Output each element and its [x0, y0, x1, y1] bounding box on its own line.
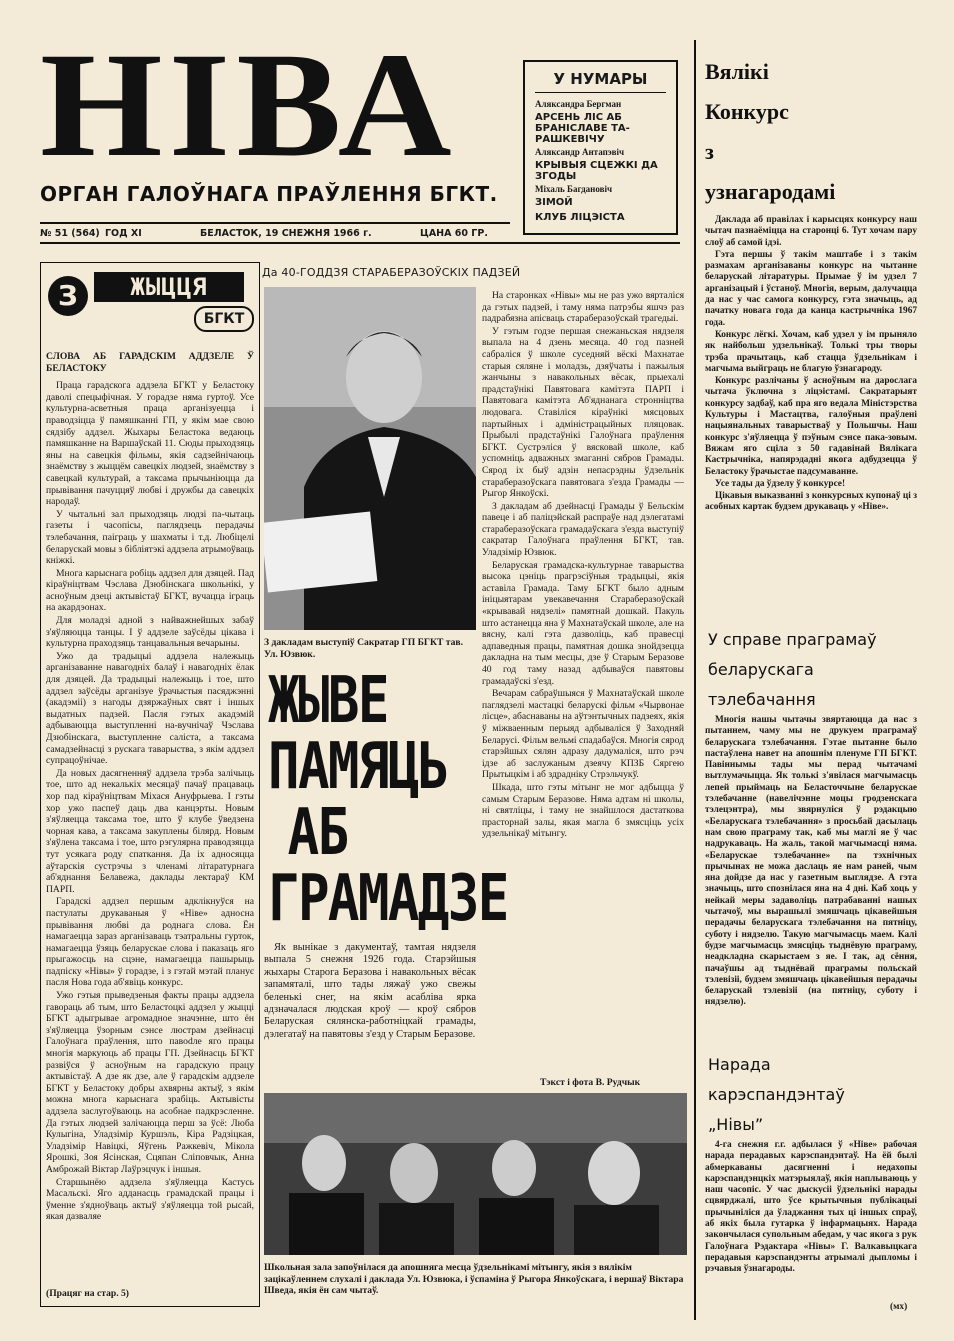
center-paragraph: У гэтым годзе першая снежаньская нядзеля выпала на 4 дзень месяца. 40 год пазней сабраліся ў школе суседняй вёскі Махнатае старыя сяляне і моладзь, дзяўчаты і пажылыя жанчыны з навакольных вёсак, прыехалі прадстаўнікі Павятовага камітэта ПАРП і Павятовага камітэта Аб'яднанага стронніцтва людовага. Ставіліся кіраўнікі мясцовых партыйных і адміністрацыйных пляцовак. Прыбылі прадстаўнікі Галоўнага праўлення БГКТ. Сустрэліся ў вясковай школе, каб успомніць адважных змаганні сябров Грамады. Сярод іх быў адзін непасрэдны ўдзельнік стараберазоўскага павятовага з'езда Грамады — Рыгор Янкоўскі.	[482, 325, 684, 500]
contents-title: ЗІМОЙ	[535, 197, 573, 208]
tv-paragraph: Многія нашы чытачы звяртаюцца да нас з пытаннем, чаму мы не друкуем праграмаў беларускага тэлебачання. Гэтае пытанне было пастаўлена навет на апошнім пленуме ГП БГКТ. Павіннымы тады мы перад чытачамі вытлумачыцца. Як толькі з'явілася магчымасць лепей прыймаць на Беласточчыне беларускае тэлебачанне (навелічэнне моцы гродзенскага тэлецэнтра), мы звярнуліся ў рэдакцыю «Беларускага тэлебачання» з просьбай дасылаць нам свою праграму так, каб мы маглі яе ў час надрукаваць. На жаль, такой магчымасці няма. «Беларускае тэлебачанне» па тэхнічных прычынах не можа даслаць яе нам раней, чым яна дойдзе да нас у газетным выглядзе. А гэта значыць, што спознілася яна на 4 дні. Каб хоць у нейкай меры задаволіць патрабаванні нашых чытачоў, мы вырашылі змяшчаць цікавейшыя перадачы беларускага тэлебачання на пятніцу, суботу і нядзелю. Такую магчымасць маем. Калі будзе магчымасць змясціць тыднёвую праграму, неадкладна скарыстаем з яе. І так, ад сёння, пачаўшы ад тыднёвай праграмы польскай тэлевізіі, будзем змяшчаць цікавейшыя перадачы беларускай тэлевізіі (на пятніцу, суботу і нядзелю).	[705, 715, 917, 1008]
audience-photo-image	[264, 1093, 687, 1255]
intro-paragraph	[264, 942, 476, 1062]
intro-text: Як вынікае з дакументаў, тамтая нядзеля выпала 5 снежня 1926 года. Старэйшыя жыхары Старога Беразова і навакольных вёсак запамяталі, што тады ляжаў ужо свежы беленькі снег, на якім асабліва ярка адзначалася людская кроў — кроў сябров Беларуская сялянска-работніцкай грамады, дэлегатаў на павятовы з'езд у Старым Беразове.	[264, 942, 476, 1040]
contest-heading-line: Вялікі	[705, 59, 769, 84]
contest-paragraph: Гэта першы ў такім маштабе і з такім размахам арганізаваны конкурс на чытанне беларускай літаратуры. Прымае ў ім удзел 7 арганізацый і ўстаноў. Многія, верым, далучацца да нас у час самога конкурсу, гэта значыць, ад пачатку новага года да канца кастрычніка 1967 года.	[705, 249, 917, 328]
headline-line: АБ	[287, 796, 348, 870]
left-paragraph: Многа карыснага робіць аддзел для дзяцей. Пад кіраўніцтвам Чэслава Дзюбінскага школьнікі, у асноўным дзеці актывістаў БГКТ, вучацца іграць на акардэонах.	[46, 567, 254, 614]
issue-price: ЦАНА 60 ГР.	[420, 228, 488, 239]
conference-heading-line: Нарада	[708, 1055, 771, 1074]
contents-author: Аляксандра Бергман	[535, 99, 622, 109]
contest-paragraph: Конкурс лёгкі. Хочам, каб удзел у ім прыняло як найбольш удзельнікаў. Толькі тры творы трэба прачытаць, каб стацца ўдзельнікам і магчыма выйграць не благую ўзнагароду.	[705, 329, 917, 374]
tv-heading-line: тэлебачання	[708, 690, 816, 709]
tv-heading-line: У справе праграмаў	[708, 630, 877, 649]
center-paragraph: Беларуская грамадска-культурнае таварыства высока цэніць прагрэсіўныя традыцыі, якія аставіла Грамада. Таму БГКТ было адным ініцыятарам увекавечання Стараберазоўскай «крывавай нядзелі» памятнай дошкай. Пакуль што астанецца яна ў Махнатаўскай школе, але на вясну, калі гэта дазволіць, каб правесці адпаведныя працы, памятная дошка знойдзецца дакладна на тым месцы, дзе ў Старым Беразове 40 год таму назад адбываўся павятовы грамадаўскі з'езд.	[482, 559, 684, 687]
badge-org: БГКТ	[194, 306, 254, 332]
center-paragraph: З дакладам аб дзейнасці Грамады ў Бельскім павеце і аб паліцэйскай распраўе над дэлегатамі стараберазоўскага грамадаўскага з'езда выступіў сакратар Галоўнага праўлення БГКТ, тав. Уладзімір Юзвюк.	[482, 500, 684, 559]
masthead-subtitle: ОРГАН ГАЛОЎНАГА ПРАЎЛЕННЯ БГКТ.	[40, 182, 498, 206]
center-paragraph: Вечарам сабраўшыяся ў Махнатаўскай школе паглядзелі мастацкі беларускі фільм «Чырвонае лісце», абаснаваны на аўтэнтычных падзеях, якія ў міжваенным перыяд адбываліся ў Заходняй Беларусі. Фільм вельмі спадабаўся. Многія сярод старэйшых сялян адразу дадумаліся, што рэч ідзе аб заслужаным дзеячу КПЗБ Сяргею Прытыцкім і аб здрадніку Стрэльчукў.	[482, 688, 684, 781]
left-paragraph: Для моладзі адной з найважнейшых забаў з'яўляюцца танцы. І ў аддзеле заўсёды цікава і культурна праходзяць танцавальныя вечарыны.	[46, 615, 254, 650]
tv-heading-line: беларускага	[708, 660, 814, 679]
speaker-photo-image	[264, 287, 476, 630]
contest-paragraph: Конкурс разлічаны ў асноўным на дарослага чытача ўключна з ліцэістамі. Сакратарыят конкурсу задбаў, каб пра яго ведала Міністэрства Культуры і Мастацтва, галоўныя праўлені нацыянальных таварыстваў у Польшчы. Наш конкурс з'яўляецца ў пэўным сэнсе пака-зовым. Вяжам яго сціла з 50 гадавінай Вялікага Кастрычніка, напярэдадні якога адбудзецца ў Беластоку ўрачыстае падсумаванне.	[705, 376, 917, 477]
audience-photo	[264, 1093, 687, 1255]
main-headline	[268, 664, 514, 936]
left-paragraph: Ужо да традыцыі аддзела належыць арганізаванне навагодніх балаў і навагодніх ёлак для дзяцей. Да традыцыі належыць і тое, што аддзел заўсёды арганізуе ўрачыстыя пасяджэнні (акадэміі) з нагоды дзяржаўных свят і іншых выдатных падзей. Пасля гэтых акадэмій адбываюцца выступленні на-вучнічаў Чэслава Дзюбінскага, выступленне саліста, а таксама самадзейнасці з рускага таварыства, з якім аддзел супрацоўнічае.	[46, 650, 254, 767]
contents-title: АРСЕНЬ ЛІС АБ БРАНІСЛАВЕ ТА-РАШКЕВІЧУ	[535, 112, 630, 145]
conference-article	[705, 1140, 917, 1300]
audience-photo-caption: Школьная зала запоўнілася да апошняга месца ўдзельнікамі мітынгу, якія з вялікім зацікаўленнем слухалі і даклада Ул. Юзвюка, і ўспаміна ў Рыгора Янкоўскага, і вершаў Віктара Шведа, якія ён сам чытаў.	[264, 1262, 684, 1296]
tv-article	[705, 715, 917, 1030]
contest-heading	[705, 52, 835, 212]
badge-circle: З	[48, 276, 88, 316]
contest-paragraph: Усе тады да ўдзелу ў конкурсе!	[715, 478, 846, 489]
conference-paragraph: 4-га снежня г.г. адбылася ў «Ніве» рабочая нарада перадавых карэспандэнтаў. На ёй былі абмеркаваны дасягненні і недахопы карэспандэнцкіх матэрыялаў, якія наплываюць у наш часопіс. У час дыскусіі ўдзельнікі нарады сцвярджалі, што ўсе крытычныя публікацыі прычыніліся да ўладжання тых ці іншых спраў, аб якіх была гутарка ў інфармацыях. Нарада закончылася супольным абедам, у час якога з рук Галоўнага Рэдактара «Нівы» Г. Валкавыцкага перадавыя карэспандэнты атрымалі дыпломы і рэчавыя ўзнагароды.	[705, 1140, 917, 1275]
speaker-photo	[264, 287, 476, 630]
article-kicker: Да 40-ГОДДЗЯ СТАРАБЕРАЗОЎСКІХ ПАДЗЕЙ	[262, 266, 521, 279]
contest-heading-line: узнагародамі	[705, 179, 836, 204]
conference-heading	[708, 1050, 845, 1140]
conference-heading-line: „Нівы”	[708, 1115, 764, 1134]
contents-author: Міхаль Багдановіч	[535, 184, 613, 194]
issue-place-date: БЕЛАСТОК, 19 СНЕЖНЯ 1966 г.	[200, 228, 372, 239]
life-badge	[46, 270, 252, 340]
credit-line: Тэкст і фота В. Рудчык	[540, 1077, 641, 1088]
left-paragraph: Старшынёю аддзела з'яўляецца Кастусь Масальскі. Яго адданасць грамадскай працы і ўменне з'ядноўваць актыў з'яўляецца той рысай, якая дазваляе	[46, 1176, 254, 1223]
contest-heading-line: Конкурс	[705, 99, 789, 124]
masthead-rule	[40, 222, 510, 224]
contents-box	[523, 60, 678, 235]
left-paragraph: Да новых дасягненняў аддзела трэба залічыць тое, што ад некалькіх месяцаў пачаў працаваць хор пад кіраўніцтвам Міхася Ануфрыева. І гэты хор ужо паспеў даць два канцэрты. Новым з'яўляецца таксама тое, што ў клубе ўведзена чорная кава, а таксама закуплены білярд. Новым з'яўлена таксама і тое, што рэгулярна праводзяцца тут усякага роду спаткання. Да іх адносяцца аўтарскія сустрэчы з членамі літаратурнага аб'яднання Белавежа, даклады лектараў КМ ПАРП.	[46, 767, 254, 895]
headline-line: ГРАМАДЗЕ	[268, 862, 508, 936]
left-article	[46, 347, 254, 1282]
contents-author: Аляксандр Антапэвіч	[535, 147, 625, 157]
header-rule	[40, 242, 680, 244]
left-paragraph: У чытальні зал прыходзяць людзі па-чытаць газеты і часопісы, паглядзець перадачы тэлебачання, паіграць у шахматы і т.д. Любіцелі беларускай мовы з бібліятэкі аддзела атрымоўваць кніжкі.	[46, 508, 254, 567]
badge-word: ЖЫЦЦЯ	[94, 272, 244, 302]
center-article	[482, 290, 684, 1090]
issue-year: ГОД XI	[105, 228, 142, 239]
right-column-rule	[694, 40, 696, 1320]
center-paragraph: На старонках «Нівы» мы не раз ужо вярталіся да гэтых падзей, і таму няма патрэбы яшчэ раз падрабязна апісваць стараберазоўскай трагедыі.	[482, 290, 684, 325]
contents-heading: У НУМАРЫ	[535, 70, 666, 93]
contest-heading-line: з	[705, 139, 714, 164]
headline-line: ПАМЯЦЬ	[268, 730, 448, 804]
left-paragraph: Гарадскі аддзел першым адклікнуўся на пастулаты друкаваныя ў «Ніве» адносна прывівання любві да роднага слова. Ён намагаецца зараз арганізаваць тэатральны гурток, намагаецца ўзяць беларускае слова і паказаць яго прыгажосць на сцэне, намагаецца пашырыць падпіску «Нівы» ў горадзе, і з гэтай мэтай планує пасля Нова года аб'явіць конкурс.	[46, 896, 254, 989]
contest-paragraph: Цікавыя выказванні з конкурсных купонаў ці з асобных картак будзем друкаваць у «Ніве».	[705, 491, 917, 513]
tv-heading	[708, 625, 877, 715]
contest-article	[705, 215, 917, 605]
speaker-photo-caption: З дакладам выступіў Сакратар ГП БГКТ тав. Ул. Юзвюк.	[264, 637, 463, 660]
masthead-title: НІВА	[40, 22, 458, 188]
issue-number: № 51 (564)	[40, 228, 100, 239]
left-paragraph: Ужо гэтыя прыведзеныя факты працы аддзела гавораць аб тым, што Беластоцкі аддзел у жыцці БГКТ адыгрывае агромадное значэнне, што ён з'яўляецца ўзорным сэнсе люстрам дзейнасці Галоўнага праўлення, што павodле яго працы многія маркуюць аб працы ГП. Дзейнасць БГКТ развіўся ў асноўным на гарадскую працу актывістаў. А дзе як дзе, але ў гарадскім аддзеле БГКТ у Беластоку добры ахвярны актыў, з якім можна многа карыснага зрабіць. Актывісты аддзела заслугоўваюць на асобнае падкрэсленне. Да гэтых людзей залічаюцца перш за ўсё: Люба Кулыгіна, Уладзімір Куршэль, Кіра Радзіцкая, Уладзімір Навіцкі, Яўгень Ражкевіч, Мікола Ярошкі, Зоя Ясінская, Сцяпан Сліповчык, Анна Амброжай Віктар Лаўрэцчук і іншыя.	[46, 990, 254, 1175]
left-heading: СЛОВА АБ ГАРАДСКІМ АДДЗЕЛЕ Ў БЕЛАСТОКУ	[46, 351, 254, 374]
headline-line: ЖЫВЕ	[268, 664, 388, 738]
conference-heading-line: карэспандэнтаў	[708, 1085, 845, 1104]
left-continued: (Працяг на стар. 5)	[46, 1288, 129, 1299]
conference-signature: (мх)	[890, 1302, 908, 1312]
left-paragraph: Праца гарадскога аддзела БГКТ у Беластоку даволі спецыфічная. У горадзе няма гуртоў. Усе культурна-асветныя праца арганізуецца і праводзіцца ў памяшканні ГП, у якім мае свою сядзібу аддзел. Жыхары Беластока ведаюць памяшканне на Варшаўскай 11. Сюды прыходзяць яны на савецкія фільмы, якія садзейнічаюць знаёмству з жыццём савецкіх людзей, знаёмству з савецкай культурай, а таксама прычыніюцца да прывівання пачуццяў любві і дружбы да савецкіх народаў.	[46, 380, 254, 508]
contents-title: КРЫВЫЯ СЦЕЖКІ ДА ЗГОДЫ	[535, 160, 658, 182]
contents-title: КЛУБ ЛІЦЭІСТА	[535, 212, 625, 223]
center-paragraph: Шкада, што гэты мітынг не мог адбыцца ў самым Старым Беразове. Няма адтам ні школы, ні святліцы, і таму не знайшлося дастаткова прасторнай залы, якая магла б змясціць усіх удзельнікаў мітынгу.	[482, 781, 684, 840]
contest-paragraph: Даклада аб правілах і карысцях конкурсу наш чытач пазнаёміцца на старонці 6. Тут хочам пару слоў аб самой ідэі.	[705, 215, 917, 248]
